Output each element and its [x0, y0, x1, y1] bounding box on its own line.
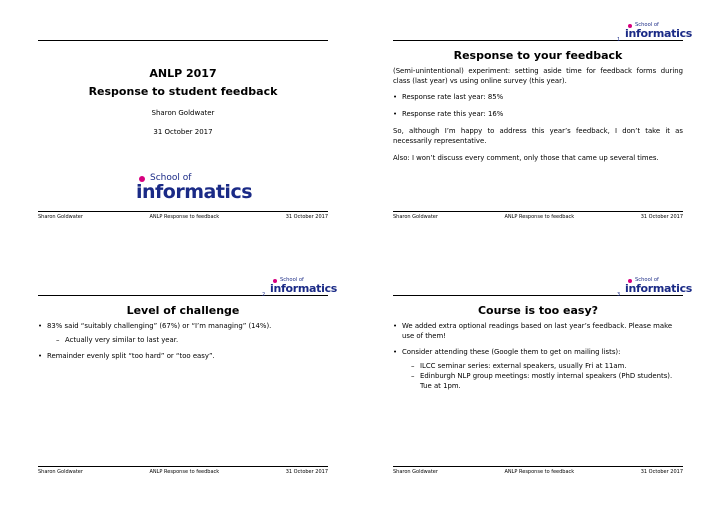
bullet-item: • Response rate last year: 85%	[393, 93, 683, 103]
informatics-logo	[617, 22, 693, 44]
paragraph: Also: I won’t discuss every comment, only those that came up several times.	[393, 153, 659, 162]
page-number: 2	[262, 292, 266, 298]
bullet-list	[393, 93, 683, 119]
sub-list	[402, 362, 683, 392]
bullet-list	[38, 322, 328, 362]
sub-item: – Actually very similar to last year.	[47, 336, 328, 346]
informatics-logo	[617, 277, 693, 299]
slide-too-easy	[393, 275, 693, 475]
logo-big-text: informatics	[270, 282, 338, 295]
logo-big-text: informatics	[136, 181, 253, 203]
footer-subject: ANLP Response to feedback	[149, 469, 220, 475]
logo-small-text: School of	[635, 22, 659, 28]
bullet-item	[38, 322, 328, 345]
slide-footer	[393, 466, 683, 475]
bullet-text: Consider attending these (Google them to get on mailing lists):	[402, 348, 621, 357]
slide-challenge	[38, 275, 338, 475]
logo-small-text: School of	[280, 277, 304, 283]
presentation-date: 31 October 2017	[153, 128, 213, 136]
slide-heading: Response to your feedback	[453, 49, 623, 62]
slide-footer	[393, 211, 683, 220]
bullet-item	[393, 348, 683, 391]
slide-footer	[38, 466, 328, 475]
slide-body	[38, 322, 328, 370]
footer-author: Sharon Goldwater	[38, 214, 83, 220]
presentation-title: ANLP 2017	[149, 67, 217, 80]
bullet-item: • Remainder evenly split “too hard” or “too easy”.	[38, 352, 328, 362]
presentation-subtitle: Response to student feedback	[88, 85, 278, 98]
slide-heading: Level of challenge	[126, 304, 240, 317]
footer-subject: ANLP Response to feedback	[149, 214, 220, 220]
bullet-list	[393, 322, 683, 392]
slide-title	[38, 20, 328, 220]
page-number: 1	[617, 37, 621, 43]
footer-subject: ANLP Response to feedback	[504, 214, 575, 220]
bullet-text: 83% said “suitably challenging” (67%) or “I’m managing” (14%).	[47, 322, 272, 330]
slide-heading: Course is too easy?	[477, 304, 599, 317]
presentation-author: Sharon Goldwater	[151, 109, 215, 117]
logo-small-text: School of	[635, 277, 659, 283]
logo-small-text: School of	[150, 173, 192, 183]
informatics-logo	[262, 277, 338, 299]
slide-body	[393, 322, 683, 400]
footer-date: 31 October 2017	[640, 469, 683, 475]
slide-response	[393, 20, 693, 220]
page-number: 3	[617, 292, 621, 298]
paragraph: So, although I’m happy to address this year’s feedback, I don’t take it as necessarily representative.	[393, 127, 683, 145]
sub-list	[47, 336, 328, 346]
footer-date: 31 October 2017	[285, 469, 328, 475]
footer-date: 31 October 2017	[285, 214, 328, 220]
sub-item: – ILCC seminar series: external speakers, usually Fri at 11am.	[402, 362, 683, 372]
bullet-item: • Response rate this year: 16%	[393, 110, 683, 120]
slide-body	[393, 67, 683, 170]
informatics-logo-large	[136, 173, 253, 203]
footer-subject: ANLP Response to feedback	[504, 469, 575, 475]
footer-date: 31 October 2017	[640, 214, 683, 220]
footer-author: Sharon Goldwater	[38, 469, 83, 475]
slide-footer	[38, 211, 328, 220]
footer-author: Sharon Goldwater	[393, 469, 438, 475]
footer-author: Sharon Goldwater	[393, 214, 438, 220]
sub-item: – Edinburgh NLP group meetings: mostly internal speakers (PhD students). Tue at 1pm.	[402, 372, 683, 391]
header-rule	[38, 40, 328, 41]
intro-paragraph: (Semi-unintentional) experiment: setting aside time for feedback forms during class (last year) vs using online survey (this year).	[393, 67, 683, 85]
bullet-item: • We added extra optional readings based on last year’s feedback. Please make use of them!	[393, 322, 683, 341]
logo-big-text: informatics	[625, 282, 693, 295]
logo-big-text: informatics	[625, 27, 693, 40]
